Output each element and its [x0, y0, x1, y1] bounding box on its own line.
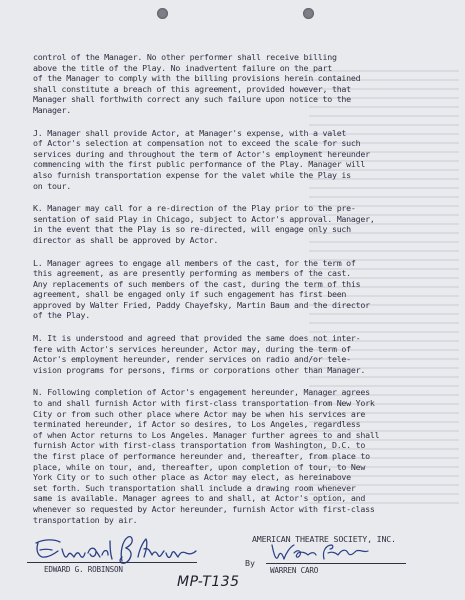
- paragraph-k-redirection: K. Manager may call for a re-direction of the Play prior to the pre- sentation of said Play in Chicago, subject to Actor's approval. Manager, in the event that the Play is so re-directed, will engage only such director as shall be approved by Actor.: [33, 203, 375, 245]
- punch-hole-left: [157, 8, 168, 19]
- company-name: AMERICAN THEATRE SOCIETY, INC.: [252, 534, 396, 544]
- contract-body: [33, 52, 433, 537]
- manager-signature-line: [266, 563, 406, 564]
- actor-printed-name: EDWARD G. ROBINSON: [44, 565, 123, 574]
- by-label: By: [245, 558, 255, 568]
- manager-printed-name: WARREN CARO: [270, 566, 319, 575]
- paragraph-l-cast: L. Manager agrees to engage all members of the cast, for the term of this agreement, as are presently performing as members of the cast. Any replacements of such members of the cast, during the term of this agreement, shall be engaged only if such engagement has first been approved by Walter Fried, Paddy Chayefsky, Martin Baum and the director of the Play.: [33, 257, 370, 321]
- paragraph-j-valet: J. Manager shall provide Actor, at Manager's expense, with a valet of Actor's selection at compensation not to exceed the scale for such services during and throughout the term of Actor's employment hereunder commencing with the first public performance of the Play. Manager will also furnish transportation expense for the valet while the Play is on tour.: [33, 127, 370, 191]
- paragraph-billing-continued: control of the Manager. No other performer shall receive billing above the title of the Play. No inadvertent failure on the part of the Manager to comply with the billing provisions herein contained shall constitute a breach of this agreement, provided however, that Manager shall forthwith correct any such failure upon notice to the Manager.: [33, 52, 361, 115]
- actor-signature-line: [27, 562, 197, 563]
- paragraph-n-transportation: N. Following completion of Actor's engagement hereunder, Manager agrees to and shall furnish Actor with first-class transportation from New York City or from such other place where Actor may be when his services are terminated hereunder, if Actor so desires, to Los Angeles, regardless of when Actor returns to Los Angeles. Manager further agrees to and shall furnish Actor with first-class transportation from Washington, D.C. to the first place of performance hereunder and, thereafter, from place to place, while on tour, and, thereafter, upon completion of tour, to New York City or to such other place as Actor may elect, as hereinabove set forth. Such transportation shall include a drawing room whenever same is available. Manager agrees to and shall, at Actor's option, and whenever so requested by Actor hereunder, furnish Actor with first-class transportation by air.: [33, 387, 380, 525]
- handwritten-catalog-code: MP-T135: [177, 574, 240, 590]
- punch-hole-right: [303, 8, 314, 19]
- paragraph-m-radio-television: M. It is understood and agreed that provided the same does not inter- fere with Actor's services hereunder, Actor may, during the term of Actor's employment hereunder, render services on radio and/or tele- vision programs for persons, firms or corporations other than Manager.: [33, 333, 366, 375]
- manager-signature: [268, 539, 378, 565]
